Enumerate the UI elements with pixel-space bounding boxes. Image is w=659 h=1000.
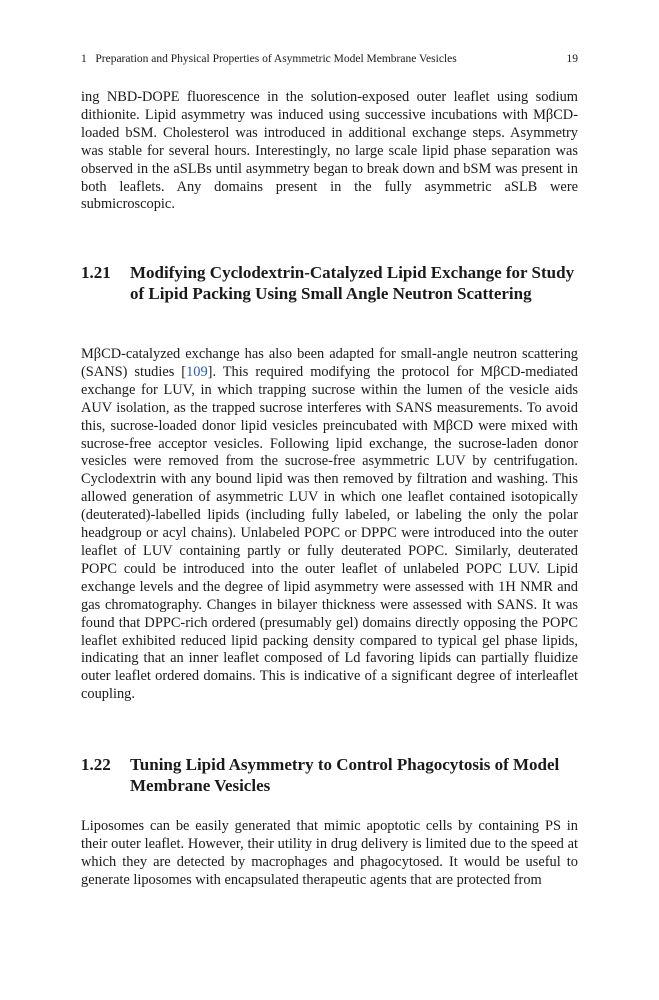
section-number: 1.22 [81, 755, 111, 774]
citation-link[interactable]: 109 [186, 363, 208, 380]
paragraph-text: MβCD-catalyzed exchange has also been adapted for small-angle neutron scattering (SANS) studies [ [81, 346, 578, 380]
running-head [81, 51, 578, 67]
section-title: Tuning Lipid Asymmetry to Control Phagocytosis of Model Membrane Vesicles [130, 755, 560, 795]
section-1-21-paragraph [81, 346, 578, 704]
section-1-22-paragraph: Liposomes can be easily generated that mimic apoptotic cells by containing PS in their outer leaflet. However, their utility in drug delivery is limited due to the speed at which they are detected by macrophages and phagocytosed. It would be useful to generate liposomes with encapsulated therapeutic agents that are protected from [81, 818, 578, 888]
section-heading-1-22 [81, 754, 578, 796]
section-heading-1-21 [81, 262, 578, 304]
intro-paragraph: ing NBD-DOPE fluorescence in the solution-exposed outer leaflet using sodium dithionite. Lipid asymmetry was induced using successive incubations with MβCD-loaded bSM. Cholesterol was introduced in additional exchange steps. Asymmetry was stable for several hours. Interestingly, no large scale lipid phase separation was observed in the aSLBs until asymmetry began to break down and bSM was present in both leaflets. Any domains present in the fully asymmetric aSLB were submicroscopic. [81, 89, 578, 213]
section-number: 1.21 [81, 263, 111, 282]
section-title: Modifying Cyclodextrin-Catalyzed Lipid Exchange for Study of Lipid Packing Using Small Angle Neutron Scattering [130, 263, 575, 303]
running-head-title: 1 Preparation and Physical Properties of Asymmetric Model Membrane Vesicles [81, 53, 457, 65]
page-number: 19 [566, 53, 578, 65]
paragraph-text: ]. This required modifying the protocol for MβCD-mediated exchange for LUV, in which trapping sucrose within the lumen of the vesicle aids AUV isolation, as the trapped sucrose interferes with SANS measurements. To avoid this, sucrose-loaded donor lipid vesicles preincubated with MβCD were mixed with sucrose-free acceptor vesicles. Following lipid exchange, the sucrose-laden donor vesicles were removed from the sucrose-free asymmetric LUV by centrifugation. Cyclodextrin with any bound lipid was then removed by filtration and washing. This allowed generation of asymmetric LUV in which one leaflet contained isotopically (deuterated)-labelled lipids (including fully labeled, or labeling the only the polar headgroup or acyl chains). Unlabeled POPC or DPPC were introduced into the outer leaflet of LUV containing partly or fully deuterated POPC. Similarly, deuterated POPC could be introduced into the outer leaflet of unlabeled POPC LUV. Lipid exchange levels and the degree of lipid asymmetry were assessed with 1H NMR and gas chromatography. Changes in bilayer thickness were assessed with SANS. It was found that DPPC-rich ordered (presumably gel) domains directly opposing the POPC leaflet exhibited reduced lipid packing density compared to typical gel phase lipids, indicating that an inner leaflet composed of Ld favoring lipids can partially fluidize outer leaflet ordered domains. This is indicative of a significant degree of interleaflet coupling. [81, 363, 578, 703]
